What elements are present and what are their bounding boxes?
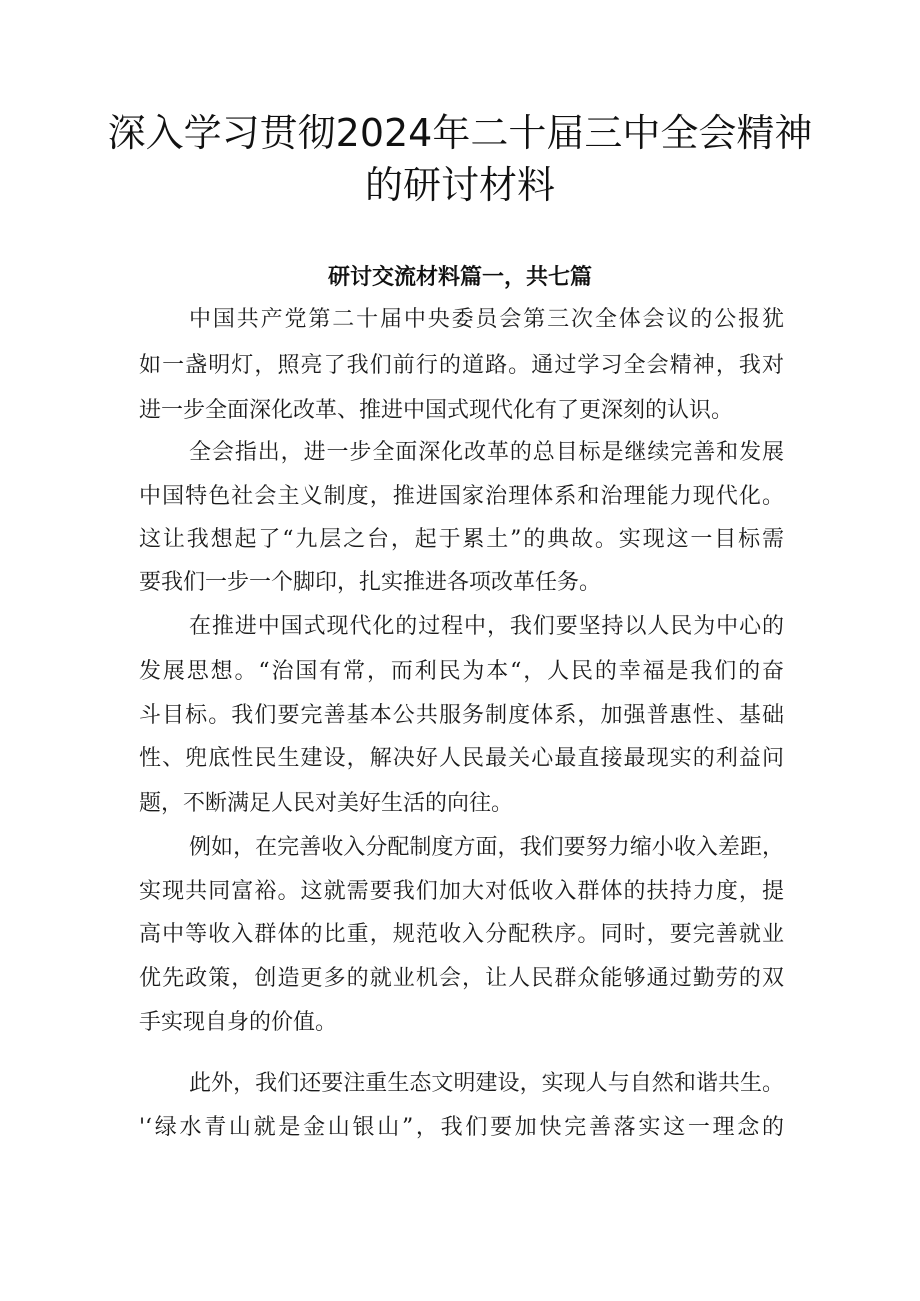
document-title-line-1: 深入学习贯彻2024年二十届三中全会精神 bbox=[107, 111, 813, 155]
paragraph-1-line-2: 如一盏明灯，照亮了我们前行的道路。通过学习全会精神，我对 bbox=[139, 353, 784, 378]
paragraph-4-line-2: 实现共同富裕。这就需要我们加大对低收入群体的扶持力度，提 bbox=[139, 879, 784, 904]
section-subtitle: 研讨交流材料篇一，共七篇 bbox=[327, 265, 592, 290]
paragraph-3-line-4: 性、兜底性民生建设，解决好人民最关心最直接最现实的利益问 bbox=[139, 746, 784, 771]
paragraph-4-line-3: 高中等收入群体的比重，规范收入分配秩序。同时，要完善就业 bbox=[139, 922, 784, 947]
paragraph-3-line-2: 发展思想。“治国有常，而利民为本“，人民的幸福是我们的奋 bbox=[139, 659, 784, 684]
paragraph-2-line-1: 全会指出，进一步全面深化改革的总目标是继续完善和发展 bbox=[189, 440, 784, 465]
paragraph-3-line-5: 题，不断满足人民对美好生活的向往。 bbox=[139, 791, 514, 816]
paragraph-2-line-3: 这让我想起了“九层之台，起于累土”的典故。实现这一目标需 bbox=[139, 527, 784, 552]
paragraph-4-line-1: 例如，在完善收入分配制度方面，我们要努力缩小收入差距， bbox=[189, 835, 784, 860]
document-title-line-2: 的研讨材料 bbox=[364, 163, 555, 207]
paragraph-3-line-1: 在推进中国式现代化的过程中，我们要坚持以人民为中心的 bbox=[189, 614, 784, 639]
paragraph-5-line-2: '‘绿水青山就是金山银山”，我们要加快完善落实这一理念的 bbox=[139, 1115, 784, 1140]
paragraph-2-line-2: 中国特色社会主义制度，推进国家治理体系和治理能力现代化。 bbox=[139, 484, 784, 509]
paragraph-5-line-1: 此外，我们还要注重生态文明建设，实现人与自然和谐共生。 bbox=[189, 1071, 784, 1096]
paragraph-1-line-1: 中国共产党第二十届中央委员会第三次全体会议的公报犹 bbox=[189, 307, 784, 332]
paragraph-3-line-3: 斗目标。我们要完善基本公共服务制度体系，加强普惠性、基础 bbox=[139, 703, 784, 728]
paragraph-2-line-4: 要我们一步一个脚印，扎实推进各项改革任务。 bbox=[139, 570, 602, 595]
paragraph-4-line-5: 手实现自身的价值。 bbox=[139, 1010, 338, 1035]
paragraph-1-line-3: 进一步全面深化改革、推进中国式现代化有了更深刻的认识。 bbox=[139, 398, 734, 423]
paragraph-4-line-4: 优先政策，创造更多的就业机会，让人民群众能够通过勤劳的双 bbox=[139, 966, 784, 991]
